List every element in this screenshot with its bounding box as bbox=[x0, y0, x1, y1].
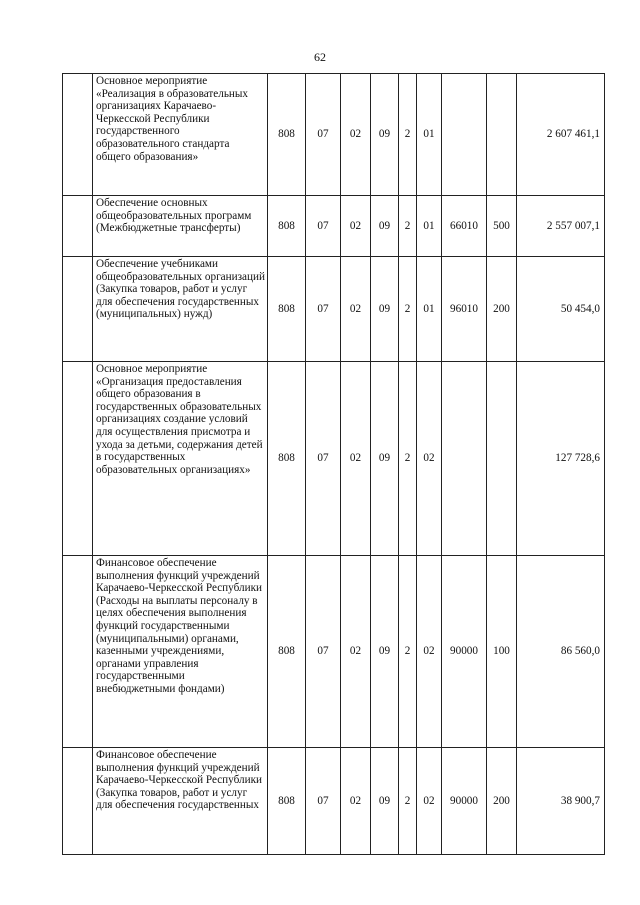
program-code: 09 bbox=[371, 257, 399, 362]
program-code: 09 bbox=[371, 556, 399, 748]
subprogram-code: 2 bbox=[399, 257, 417, 362]
page-number: 62 bbox=[314, 50, 326, 64]
row-description: Основное мероприятие «Реализация в образовательных организациях Карачаево-Черкесской Республики государственного образовательного стандарта общего образования» bbox=[93, 74, 268, 196]
direction-code: 90000 bbox=[442, 556, 487, 748]
subsection-code: 02 bbox=[341, 196, 371, 257]
event-code: 01 bbox=[417, 196, 442, 257]
subsection-code: 02 bbox=[341, 362, 371, 556]
subprogram-code: 2 bbox=[399, 74, 417, 196]
subsection-code: 02 bbox=[341, 257, 371, 362]
expense-type-code: 200 bbox=[487, 257, 517, 362]
row-number-cell bbox=[63, 257, 93, 362]
amount: 2 607 461,1 bbox=[517, 74, 605, 196]
event-code: 02 bbox=[417, 556, 442, 748]
row-number-cell bbox=[63, 748, 93, 855]
section-code: 07 bbox=[306, 556, 341, 748]
ministry-code: 808 bbox=[268, 556, 306, 748]
table-row bbox=[63, 257, 605, 362]
row-description: Обеспечение основных общеобразовательных программ (Межбюджетные трансферты) bbox=[93, 196, 268, 257]
subsection-code: 02 bbox=[341, 748, 371, 855]
ministry-code: 808 bbox=[268, 362, 306, 556]
ministry-code: 808 bbox=[268, 748, 306, 855]
section-code: 07 bbox=[306, 748, 341, 855]
event-code: 02 bbox=[417, 362, 442, 556]
row-number-cell bbox=[63, 196, 93, 257]
ministry-code: 808 bbox=[268, 196, 306, 257]
subprogram-code: 2 bbox=[399, 748, 417, 855]
row-description: Обеспечение учебниками общеобразовательных организаций (Закупка товаров, работ и услуг для обеспечения государственных (муниципальных) нужд) bbox=[93, 257, 268, 362]
expense-type-code bbox=[487, 74, 517, 196]
row-description: Основное мероприятие «Организация предоставления общего образования в государственных образовательных организациях создание условий для осуществления присмотра и ухода за детьми, содержания детей в государственных образовательных организациях» bbox=[93, 362, 268, 556]
direction-code bbox=[442, 74, 487, 196]
table-row bbox=[63, 362, 605, 556]
amount: 127 728,6 bbox=[517, 362, 605, 556]
table-row bbox=[63, 556, 605, 748]
amount: 38 900,7 bbox=[517, 748, 605, 855]
subsection-code: 02 bbox=[341, 74, 371, 196]
budget-table bbox=[62, 73, 605, 855]
event-code: 01 bbox=[417, 74, 442, 196]
ministry-code: 808 bbox=[268, 257, 306, 362]
row-description: Финансовое обеспечение выполнения функций учреждений Карачаево-Черкесской Республики (Расходы на выплаты персоналу в целях обеспечения выполнения функций государственными (муниципальными) органами, казенными учреждениями, органами управления государственными внебюджетными фондами) bbox=[93, 556, 268, 748]
section-code: 07 bbox=[306, 74, 341, 196]
row-number-cell bbox=[63, 74, 93, 196]
expense-type-code: 200 bbox=[487, 748, 517, 855]
row-number-cell bbox=[63, 362, 93, 556]
section-code: 07 bbox=[306, 257, 341, 362]
amount: 50 454,0 bbox=[517, 257, 605, 362]
subprogram-code: 2 bbox=[399, 556, 417, 748]
direction-code: 66010 bbox=[442, 196, 487, 257]
program-code: 09 bbox=[371, 74, 399, 196]
event-code: 02 bbox=[417, 748, 442, 855]
ministry-code: 808 bbox=[268, 74, 306, 196]
expense-type-code: 500 bbox=[487, 196, 517, 257]
table-row bbox=[63, 196, 605, 257]
direction-code: 96010 bbox=[442, 257, 487, 362]
program-code: 09 bbox=[371, 748, 399, 855]
row-description: Финансовое обеспечение выполнения функций учреждений Карачаево-Черкесской Республики (Закупка товаров, работ и услуг для обеспечения государственных bbox=[93, 748, 268, 855]
program-code: 09 bbox=[371, 362, 399, 556]
table-row bbox=[63, 74, 605, 196]
amount: 86 560,0 bbox=[517, 556, 605, 748]
event-code: 01 bbox=[417, 257, 442, 362]
direction-code: 90000 bbox=[442, 748, 487, 855]
direction-code bbox=[442, 362, 487, 556]
program-code: 09 bbox=[371, 196, 399, 257]
subprogram-code: 2 bbox=[399, 196, 417, 257]
subprogram-code: 2 bbox=[399, 362, 417, 556]
amount: 2 557 007,1 bbox=[517, 196, 605, 257]
row-number-cell bbox=[63, 556, 93, 748]
subsection-code: 02 bbox=[341, 556, 371, 748]
table-row bbox=[63, 748, 605, 855]
expense-type-code bbox=[487, 362, 517, 556]
section-code: 07 bbox=[306, 362, 341, 556]
expense-type-code: 100 bbox=[487, 556, 517, 748]
section-code: 07 bbox=[306, 196, 341, 257]
